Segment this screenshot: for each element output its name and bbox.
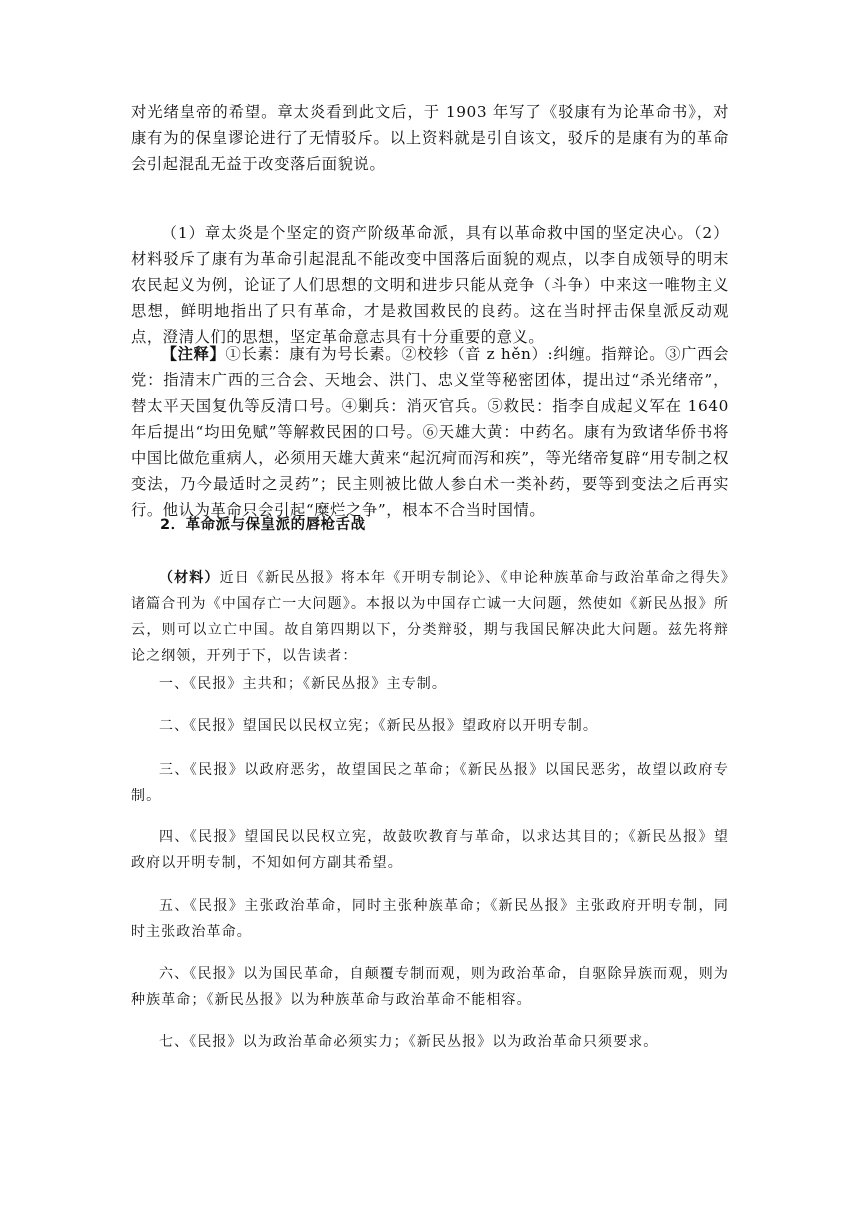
material-item: 一、《民报》主共和；《新民丛报》主专制。 [159,676,447,692]
notes-paragraph [131,341,729,523]
material-intro-text: 近日《新民丛报》将本年《开明专制论》、《申论种族革命与政治革命之得失》诸篇合刊为《中国存亡一大问题》。本报以为中国存亡诚一大问题，然使如《新民丛报》所云，则可以立亡中国。故自第四期以下，分类辩驳，期与我国民解决此大问题。兹先将辩论之纲领，开列于下，以告读者： [131,570,729,664]
material-item: 七、《民报》以为政治革命必须实力；《新民丛报》以为政治革命只须要求。 [159,1034,659,1050]
material-item: 六、《民报》以为国民革命，自颠覆专制而观，则为政治革命，自驱除异族而观，则为种族革命；《新民丛报》以为种族革命与政治革命不能相容。 [131,966,729,1008]
material-item: 五、《民报》主张政治革命，同时主张种族革命；《新民丛报》主张政府开明专制，同时主张政治革命。 [131,898,729,940]
analysis-paragraph: （1）章太炎是个坚定的资产阶级革命派，具有以革命救中国的坚定决心。（2）材料驳斥了康有为革命引起混乱不能改变中国落后面貌的观点，以李自成领导的明末农民起义为例，论证了人们思想的文明和进步只能从竞争（斗争）中来这一唯物主义思想，鲜明地指出了只有革命，才是救国救民的良药。这在当时抨击保皇派反动观点，澄清人们的思想，坚定革命意志具有十分重要的意义。 [131,224,729,346]
notes-label: 【注释】 [161,345,226,363]
material-label: （材料） [159,570,220,586]
material-intro-paragraph [131,565,729,669]
material-item: 三、《民报》以政府恶劣，故望国民之革命；《新民丛报》以国民恶劣，故望以政府专制。 [131,762,729,804]
notes-text: ①长素：康有为号长素。②校轸（音 z hěn）:纠缠。指辩论。③广西会党：指清末广西的三合会、天地会、洪门、忠义堂等秘密团体，提出过“杀光绪帝”，替太平天国复仇等反清口号。④剿兵：消灭官兵。⑤救民：指李自成起义军在 1640 年后提出“均田免赋”等解救民困的口号。⑥天雄大黄：中药名。康有为致诸华侨书将中国比做危重病人，必须用天雄大黄来“起沉疴而泻和疾”，等光绪帝复辟“用专制之权变法，乃今最适时之灵药”；民主则被比做人参白术一类补药，要等到变法之后再实行。他认为革命只会引起“糜烂之争”，根本不合当时国情。 [131,345,730,519]
section-heading: 2．革命派与保皇派的唇枪舌战 [160,517,366,533]
material-item: 二、《民报》望国民以民权立宪；《新民丛报》望政府以开明专制。 [159,718,598,734]
material-item: 四、《民报》望国民以民权立宪，故鼓吹教育与革命，以求达其目的；《新民丛报》望政府以开明专制，不知如何方副其希望。 [131,829,729,871]
continuation-paragraph: 对光绪皇帝的希望。章太炎看到此文后，于 1903 年写了《驳康有为论革命书》，对康有为的保皇谬论进行了无情驳斥。以上资料就是引自该文，驳斥的是康有为的革命会引起混乱无益于改变落后面貌说。 [131,103,729,173]
